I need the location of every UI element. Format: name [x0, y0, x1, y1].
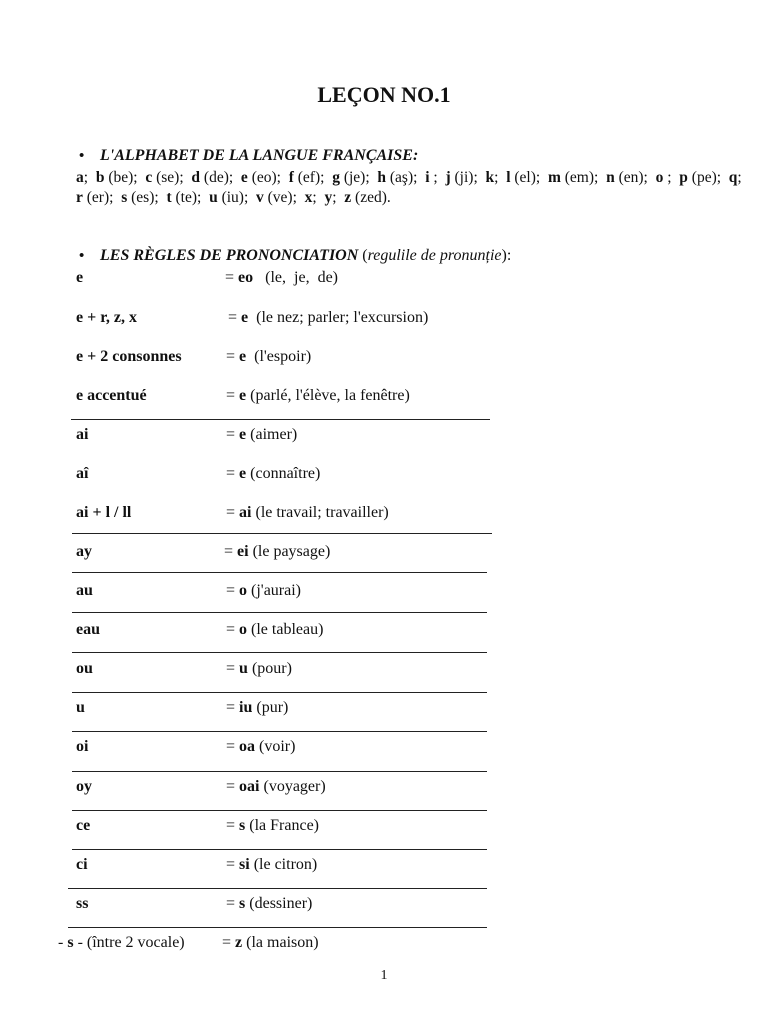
rule-pronunciation	[226, 738, 295, 756]
rule-spelling: eau	[76, 621, 100, 638]
rule-spelling: ai	[76, 426, 89, 443]
alphabet-item: r (er);	[76, 189, 114, 206]
alphabet-letter: v	[256, 189, 264, 206]
rule-sound: s	[239, 895, 246, 912]
rule-spelling: ou	[76, 660, 93, 677]
page-number: 1	[380, 968, 388, 983]
rule-sound: oa	[239, 738, 256, 755]
rule-example: (le nez; parler; l'excursion)	[248, 309, 429, 326]
alphabet-item: i ;	[425, 169, 438, 186]
rule-sound: u	[239, 660, 248, 677]
bullet-icon: •	[79, 148, 85, 164]
alphabet-letter-name: (el)	[510, 169, 536, 186]
alphabet-item: u (iu);	[209, 189, 249, 206]
alphabet-letter: h	[377, 169, 387, 186]
table-divider	[72, 572, 487, 573]
alphabet-letter-name: (se)	[152, 169, 180, 186]
rule-spelling: ay	[76, 543, 92, 560]
rule-example: (aimer)	[246, 426, 298, 443]
rule-pronunciation	[226, 778, 326, 796]
rule-row	[0, 660, 768, 682]
equals-sign: =	[226, 778, 240, 795]
alphabet-letter-name: (iu)	[217, 189, 244, 206]
alphabet-letter-name: (zed)	[351, 189, 387, 206]
rule-spelling: oy	[76, 778, 92, 795]
bullet-icon: •	[79, 248, 85, 264]
rule-sound: z	[235, 934, 243, 951]
alphabet-item: q;	[728, 169, 742, 186]
alphabet-letter-name: (je)	[339, 169, 366, 186]
subtitle-close: ):	[501, 247, 512, 264]
alphabet-letter: c	[145, 169, 153, 186]
alphabet-item: j (ji);	[445, 169, 478, 186]
rule-pronunciation	[226, 621, 323, 639]
rule-row	[0, 817, 768, 839]
rule-spelling: ce	[76, 817, 91, 834]
alphabet-letter: n	[606, 169, 615, 186]
rule-sound: iu	[239, 699, 253, 716]
alphabet-letter: x	[304, 189, 313, 206]
alphabet-item: e (eo);	[240, 169, 281, 186]
rule-example: (le tableau)	[247, 621, 324, 638]
rule-row	[0, 778, 768, 800]
rule-row	[0, 348, 768, 370]
alphabet-letter: b	[95, 169, 105, 186]
alphabet-letter-name: (eo)	[247, 169, 277, 186]
alphabet-item: v (ve);	[256, 189, 297, 206]
rules-subtitle: regulile de pronunție	[367, 247, 502, 264]
alphabet-item: t (te);	[166, 189, 202, 206]
table-divider	[72, 849, 487, 850]
rule-sound: e	[241, 309, 249, 326]
alphabet-letter: y	[324, 189, 333, 206]
subtitle-open: (	[358, 247, 368, 264]
alphabet-letter-name: (er)	[82, 189, 110, 206]
alphabet-item: o ;	[655, 169, 672, 186]
section-heading-rules	[100, 247, 511, 265]
rule-sound: e	[239, 426, 247, 443]
rule-pronunciation	[226, 817, 319, 835]
rule-sound: ei	[237, 543, 249, 560]
alphabet-letter: u	[209, 189, 218, 206]
alphabet-letter: a	[76, 169, 84, 186]
equals-sign: =	[226, 895, 240, 912]
rule-spelling-prefix: -	[58, 934, 68, 951]
equals-sign: =	[226, 856, 240, 873]
rule-example: (connaître)	[246, 465, 321, 482]
alphabet-letter-name: (ef)	[293, 169, 321, 186]
equals-sign: =	[226, 465, 240, 482]
rule-pronunciation	[226, 348, 311, 366]
alphabet-letter: l	[506, 169, 511, 186]
rule-row	[0, 426, 768, 448]
equals-sign: =	[224, 543, 238, 560]
rule-example: (le paysage)	[248, 543, 331, 560]
alphabet-letter: m	[547, 169, 561, 186]
rule-pronunciation	[226, 504, 389, 522]
rule-pronunciation	[222, 934, 319, 952]
equals-sign: =	[226, 621, 240, 638]
section-heading-alphabet: L'ALPHABET DE LA LANGUE FRANÇAISE:	[100, 147, 419, 164]
equals-sign: =	[226, 738, 240, 755]
equals-sign: =	[226, 387, 240, 404]
alphabet-item: c (se);	[145, 169, 184, 186]
alphabet-letter: q	[728, 169, 738, 186]
rule-spelling: oi	[76, 738, 89, 755]
rule-pronunciation	[226, 387, 410, 405]
table-divider	[68, 888, 487, 889]
equals-sign: =	[225, 269, 239, 286]
rule-spelling: e + r, z, x	[76, 309, 137, 326]
rule-example: (pur)	[252, 699, 289, 716]
alphabet-item: n (en);	[606, 169, 648, 186]
rule-row	[0, 504, 768, 526]
rule-pronunciation	[225, 269, 338, 287]
alphabet-letter: g	[332, 169, 340, 186]
rule-example: (parlé, l'élève, la fenêtre)	[246, 387, 410, 404]
rule-spelling: u	[76, 699, 85, 716]
rule-sound: oai	[239, 778, 260, 795]
equals-sign: =	[226, 348, 240, 365]
rule-sound: e	[239, 348, 247, 365]
alphabet-letter: r	[76, 189, 83, 206]
rule-sound: eo	[238, 269, 254, 286]
rule-example: (pour)	[247, 660, 292, 677]
alphabet-item: z (zed).	[344, 189, 391, 206]
alphabet-item: d (de);	[191, 169, 234, 186]
rule-spelling: ai + l / ll	[76, 504, 132, 521]
rule-example: (dessiner)	[245, 895, 313, 912]
rule-sound: ai	[239, 504, 252, 521]
equals-sign: =	[226, 582, 240, 599]
rule-row	[0, 269, 768, 291]
rule-example: (le citron)	[249, 856, 318, 873]
equals-sign: =	[226, 817, 240, 834]
rule-row	[0, 699, 768, 721]
alphabet-letter: j	[445, 169, 451, 186]
rule-pronunciation	[226, 582, 301, 600]
rule-spelling: e accentué	[76, 387, 147, 404]
alphabet-letter: f	[288, 169, 294, 186]
alphabet-letter-name: (en)	[614, 169, 644, 186]
rule-pronunciation	[226, 699, 288, 717]
alphabet-letter: p	[679, 169, 688, 186]
rule-example: (j'aurai)	[247, 582, 301, 599]
rule-spelling: aî	[76, 465, 89, 482]
equals-sign: =	[226, 660, 240, 677]
alphabet-letter-name: (em)	[560, 169, 595, 186]
rule-pronunciation	[228, 309, 428, 327]
rule-pronunciation	[226, 465, 320, 483]
alphabet-letter: e	[240, 169, 248, 186]
rule-sound: e	[239, 387, 247, 404]
alphabet-letter-name: (de)	[200, 169, 229, 186]
alphabet-item: y;	[324, 189, 337, 206]
rule-row	[0, 934, 768, 956]
equals-sign: =	[222, 934, 236, 951]
table-divider	[72, 810, 487, 811]
alphabet-letter: i	[425, 169, 430, 186]
alphabet-item: s (es);	[121, 189, 159, 206]
alphabet-letter: d	[191, 169, 201, 186]
table-divider	[68, 927, 487, 928]
rule-example: (l'espoir)	[246, 348, 312, 365]
table-divider	[72, 731, 487, 732]
alphabet-item: x;	[304, 189, 317, 206]
alphabet-letter-name: (ji)	[450, 169, 474, 186]
alphabet-letter-name: (es)	[127, 189, 155, 206]
rule-example: (voyager)	[259, 778, 326, 795]
rule-example: (la maison)	[242, 934, 319, 951]
page-title: LEÇON NO.1	[317, 82, 451, 107]
alphabet-letter-name: (te)	[171, 189, 197, 206]
equals-sign: =	[228, 309, 242, 326]
rule-spelling: e + 2 consonnes	[76, 348, 182, 365]
rule-spelling-context: - (între 2 vocale)	[73, 934, 185, 951]
equals-sign: =	[226, 426, 240, 443]
rule-sound: e	[239, 465, 247, 482]
rule-spelling: e	[76, 269, 84, 286]
alphabet-item: p (pe);	[679, 169, 722, 186]
alphabet-letter-name: (ve)	[263, 189, 293, 206]
rule-pronunciation	[226, 856, 317, 874]
rule-row	[0, 856, 768, 878]
rule-example: (voir)	[255, 738, 296, 755]
alphabet-letter-name: (be)	[104, 169, 134, 186]
alphabet-list	[76, 168, 756, 208]
alphabet-letter-name: (aş)	[386, 169, 414, 186]
rule-sound: s	[239, 817, 246, 834]
rule-spelling	[58, 934, 185, 952]
alphabet-item: b (be);	[95, 169, 138, 186]
rule-row	[0, 465, 768, 487]
alphabet-item: a;	[76, 169, 89, 186]
rule-sound: si	[239, 856, 250, 873]
alphabet-item: m (em);	[547, 169, 599, 186]
rule-example: (le, je, de)	[253, 269, 338, 286]
rule-example: (la France)	[245, 817, 319, 834]
table-divider	[72, 533, 492, 534]
rule-row	[0, 582, 768, 604]
rule-row	[0, 738, 768, 760]
alphabet-item: h (aş);	[377, 169, 418, 186]
rule-example: (le travail; travailler)	[251, 504, 389, 521]
table-divider	[72, 771, 487, 772]
alphabet-letter: o	[655, 169, 664, 186]
rule-row	[0, 621, 768, 643]
alphabet-letter: t	[166, 189, 172, 206]
alphabet-letter-name: (pe)	[687, 169, 717, 186]
alphabet-item: l (el);	[506, 169, 541, 186]
rules-heading: LES RÈGLES DE PRONONCIATION	[100, 247, 359, 264]
equals-sign: =	[226, 504, 240, 521]
alphabet-item: g (je);	[332, 169, 370, 186]
rule-spelling: au	[76, 582, 93, 599]
rule-pronunciation	[226, 895, 312, 913]
rule-row	[0, 895, 768, 917]
table-divider	[72, 612, 487, 613]
rule-sound: o	[239, 621, 248, 638]
table-divider	[72, 692, 487, 693]
rule-row	[0, 387, 768, 409]
alphabet-letter: s	[121, 189, 128, 206]
table-divider	[71, 419, 490, 420]
alphabet-item: k;	[485, 169, 499, 186]
alphabet-item: f (ef);	[288, 169, 325, 186]
rule-sound: o	[239, 582, 248, 599]
rule-spelling: ci	[76, 856, 88, 873]
rule-pronunciation	[224, 543, 330, 561]
alphabet-letter: k	[485, 169, 495, 186]
rule-row	[0, 543, 768, 565]
rule-spelling: ss	[76, 895, 89, 912]
table-divider	[72, 652, 487, 653]
alphabet-letter: z	[344, 189, 352, 206]
equals-sign: =	[226, 699, 240, 716]
rule-pronunciation	[226, 426, 297, 444]
rule-spelling-letter: s	[67, 934, 74, 951]
rule-row	[0, 309, 768, 331]
rule-pronunciation	[226, 660, 292, 678]
